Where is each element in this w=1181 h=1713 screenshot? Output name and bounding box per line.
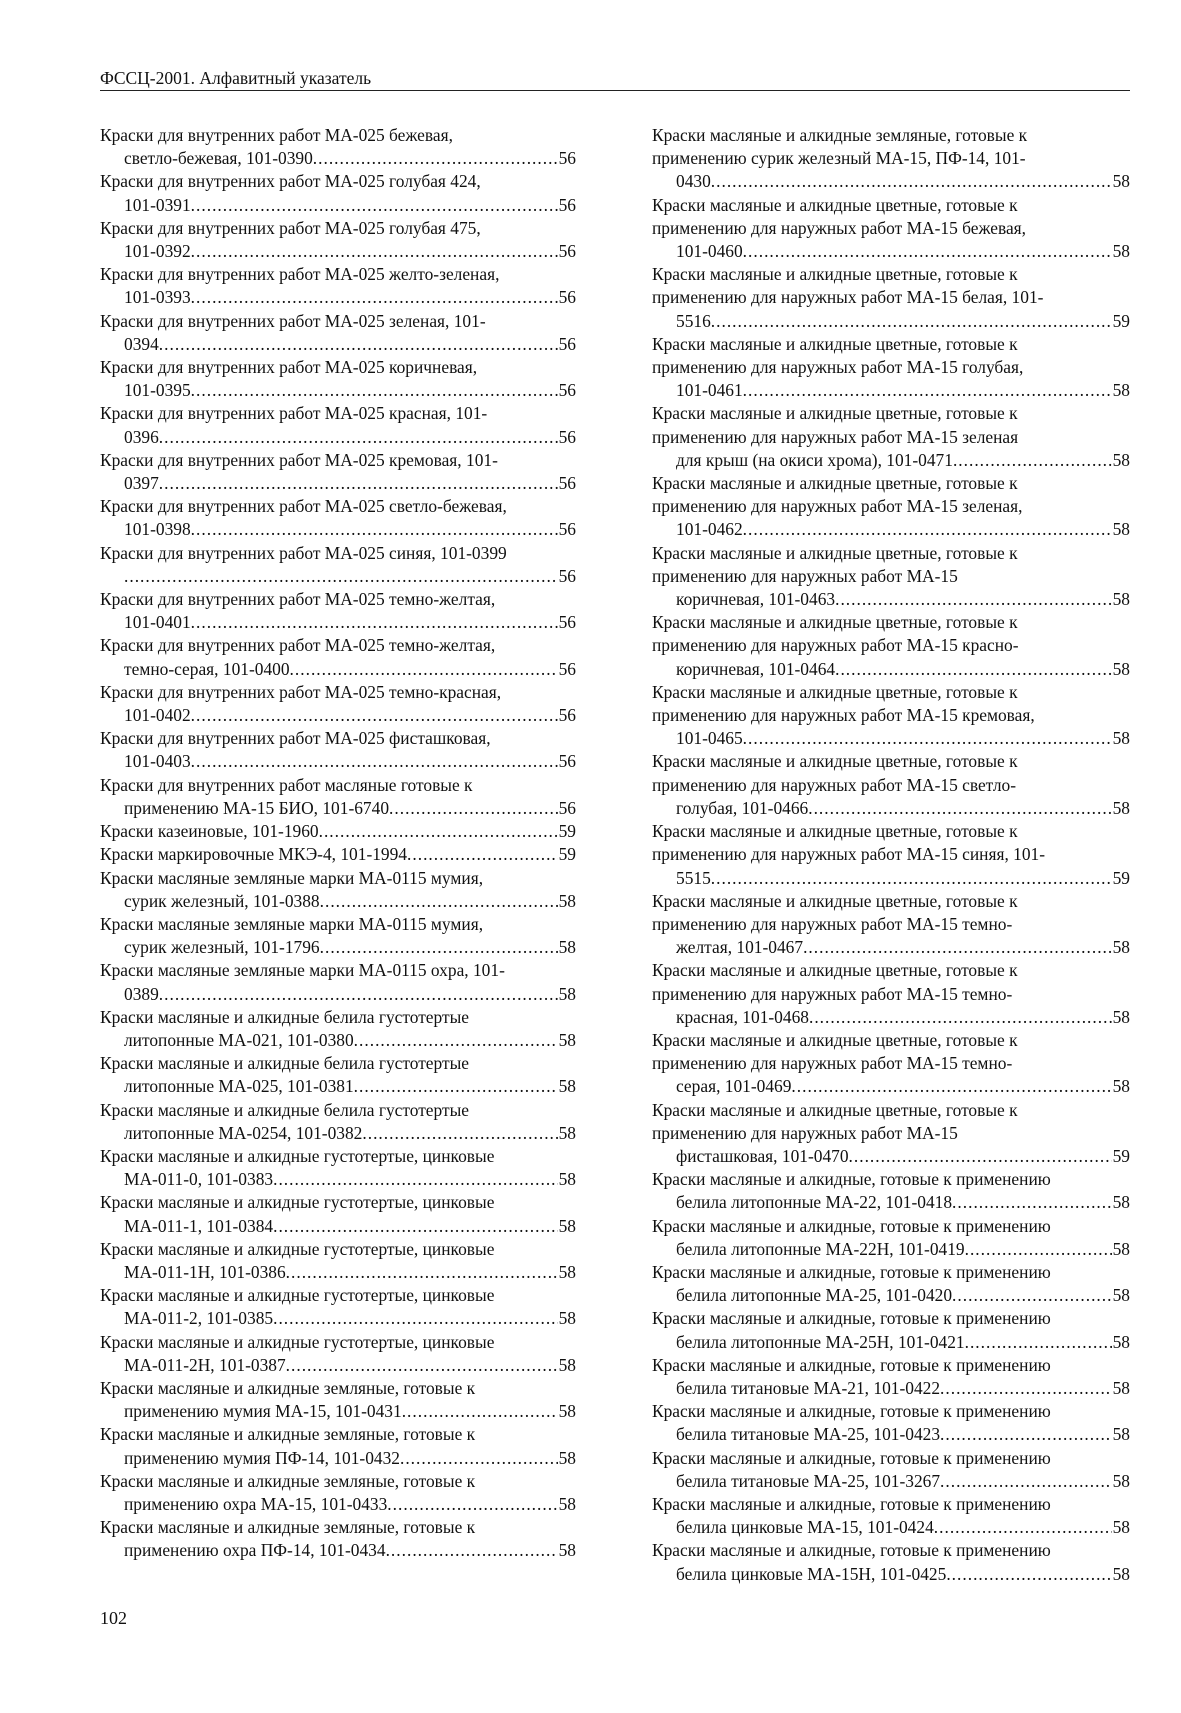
dot-leader bbox=[273, 1215, 558, 1238]
entry-line: Краски масляные земляные марки МА-0115 мумия, bbox=[100, 913, 484, 934]
entry-line: 0389 bbox=[124, 983, 159, 1004]
index-entry bbox=[100, 402, 576, 448]
entry-line: литопонные МА-0254, 101-0382 bbox=[124, 1122, 363, 1143]
index-entry bbox=[100, 727, 576, 773]
entry-line: Краски масляные и алкидные белила густотертые bbox=[100, 1006, 469, 1027]
index-entry bbox=[652, 263, 1130, 333]
index-entry bbox=[652, 333, 1130, 403]
dot-leader bbox=[319, 820, 558, 843]
entry-page-ref: 56 bbox=[558, 519, 576, 540]
entry-line: применению для наружных работ МА-15 зеленая bbox=[652, 426, 1019, 447]
dot-leader bbox=[191, 704, 558, 727]
entry-line: Краски масляные и алкидные цветные, готовые к bbox=[652, 194, 1018, 215]
index-entry bbox=[100, 449, 576, 495]
dot-leader bbox=[191, 379, 558, 402]
dot-leader bbox=[711, 867, 1112, 890]
entry-line: Краски масляные и алкидные земляные, готовые к bbox=[652, 125, 1028, 145]
entry-line: Краски масляные и алкидные цветные, готовые к bbox=[652, 333, 1018, 354]
entry-line: 101-0460 bbox=[676, 241, 743, 262]
entry-line: Краски масляные и алкидные густотертые, цинковые bbox=[100, 1238, 495, 1259]
entry-line: применению для наружных работ МА-15 бежевая, bbox=[652, 217, 1027, 238]
entry-line: 101-0398 bbox=[124, 519, 191, 540]
entry-page-ref: 56 bbox=[558, 751, 576, 772]
entry-page-ref: 58 bbox=[558, 1215, 576, 1236]
dot-leader bbox=[273, 1307, 558, 1330]
index-entry bbox=[652, 124, 1130, 194]
dot-leader bbox=[159, 333, 558, 356]
dot-leader bbox=[273, 1168, 558, 1191]
entry-line: желтая, 101-0467 bbox=[676, 937, 804, 958]
index-entry bbox=[100, 959, 576, 1005]
entry-line: Краски масляные и алкидные белила густотертые bbox=[100, 1053, 469, 1074]
index-entry bbox=[100, 263, 576, 309]
dot-leader bbox=[743, 518, 1112, 541]
entry-line: голубая, 101-0466 bbox=[676, 797, 809, 818]
index-entry bbox=[652, 681, 1130, 751]
index-entry bbox=[652, 890, 1130, 960]
entry-page-ref: 58 bbox=[1112, 380, 1130, 401]
entry-page-ref: 58 bbox=[558, 937, 576, 958]
entry-line: белила титановые МА-21, 101-0422 bbox=[676, 1377, 941, 1398]
entry-line: белила цинковые МА-15Н, 101-0425 bbox=[676, 1563, 947, 1584]
entry-line: Краски маркировочные МКЭ-4, 101-1994 bbox=[100, 844, 408, 865]
entry-line: серая, 101-0469 bbox=[676, 1076, 792, 1097]
index-entry bbox=[652, 1029, 1130, 1099]
entry-line: применению для наружных работ МА-15 голубая, bbox=[652, 357, 1024, 378]
dot-leader bbox=[191, 286, 558, 309]
dot-leader bbox=[791, 1075, 1111, 1098]
entry-line: Краски для внутренних работ МА-025 голубая 475, bbox=[100, 217, 481, 238]
index-entry bbox=[100, 124, 576, 170]
entry-line: 0396 bbox=[124, 426, 159, 447]
entry-page-ref: 58 bbox=[558, 1076, 576, 1097]
index-entry bbox=[652, 194, 1130, 264]
entry-line: Краски масляные и алкидные цветные, готовые к bbox=[652, 542, 1018, 563]
index-entry bbox=[100, 310, 576, 356]
index-entry bbox=[652, 542, 1130, 612]
dot-leader bbox=[965, 1331, 1112, 1354]
entry-page-ref: 58 bbox=[558, 1447, 576, 1468]
entry-line: Краски масляные и алкидные, готовые к применению bbox=[652, 1261, 1051, 1282]
dot-leader bbox=[835, 658, 1112, 681]
dot-leader bbox=[191, 240, 558, 263]
entry-page-ref: 58 bbox=[1112, 1285, 1130, 1306]
index-entry bbox=[100, 1238, 576, 1284]
entry-line: применению мумия ПФ-14, 101-0432 bbox=[124, 1447, 400, 1468]
entry-line: 101-0401 bbox=[124, 612, 191, 633]
dot-leader bbox=[835, 588, 1112, 611]
entry-page-ref: 58 bbox=[558, 890, 576, 911]
entry-line: для крыш (на окиси хрома), 101-0471 bbox=[676, 449, 953, 470]
dot-leader bbox=[965, 1238, 1112, 1261]
index-entry bbox=[652, 820, 1130, 890]
entry-line: применению для наружных работ МА-15 bbox=[652, 1122, 958, 1143]
entry-page-ref: 59 bbox=[1112, 867, 1130, 888]
entry-line: Краски масляные и алкидные земляные, готовые к bbox=[100, 1377, 476, 1398]
dot-leader bbox=[940, 1377, 1112, 1400]
entry-page-ref: 58 bbox=[1112, 1424, 1130, 1445]
index-entry bbox=[652, 1168, 1130, 1214]
entry-line: 5515 bbox=[676, 867, 711, 888]
index-entry bbox=[100, 634, 576, 680]
dot-leader bbox=[808, 797, 1111, 820]
entry-page-ref: 58 bbox=[1112, 1006, 1130, 1027]
entry-line: белила литопонные МА-25, 101-0420 bbox=[676, 1285, 953, 1306]
entry-line: 101-0462 bbox=[676, 519, 743, 540]
entry-line: применению для наружных работ МА-15 светло- bbox=[652, 774, 1016, 795]
entry-line: Краски масляные и алкидные цветные, готовые к bbox=[652, 612, 1018, 633]
entry-page-ref: 58 bbox=[1112, 1517, 1130, 1538]
dot-leader bbox=[354, 1029, 558, 1052]
index-column-left bbox=[100, 124, 576, 1563]
entry-page-ref: 58 bbox=[558, 1261, 576, 1282]
index-column-right bbox=[652, 124, 1130, 1586]
entry-line: белила титановые МА-25, 101-0423 bbox=[676, 1424, 941, 1445]
index-entry bbox=[100, 217, 576, 263]
entry-line: Краски для внутренних работ масляные готовые к bbox=[100, 774, 473, 795]
dot-leader bbox=[313, 147, 558, 170]
entry-page-ref: 56 bbox=[558, 148, 576, 169]
dot-leader bbox=[290, 658, 558, 681]
entry-line: Краски для внутренних работ МА-025 желто-зеленая, bbox=[100, 264, 500, 285]
entry-line: Краски масляные и алкидные цветные, готовые к bbox=[652, 751, 1018, 772]
dot-leader bbox=[743, 240, 1112, 263]
entry-line: Краски масляные и алкидные, готовые к применению bbox=[652, 1354, 1051, 1375]
index-entry bbox=[100, 1516, 576, 1562]
entry-line: Краски масляные и алкидные земляные, готовые к bbox=[100, 1424, 476, 1445]
entry-line: Краски масляные и алкидные цветные, готовые к bbox=[652, 1029, 1018, 1050]
entry-page-ref: 56 bbox=[558, 797, 576, 818]
entry-line: литопонные МА-025, 101-0381 bbox=[124, 1076, 354, 1097]
entry-line: применению для наружных работ МА-15 красно- bbox=[652, 635, 1019, 656]
index-entry bbox=[100, 542, 576, 588]
entry-page-ref: 58 bbox=[1112, 937, 1130, 958]
entry-line: белила цинковые МА-15, 101-0424 bbox=[676, 1517, 934, 1538]
index-entry bbox=[652, 472, 1130, 542]
dot-leader bbox=[191, 194, 558, 217]
dot-leader bbox=[952, 1191, 1112, 1214]
entry-page-ref: 58 bbox=[1112, 589, 1130, 610]
dot-leader bbox=[362, 1122, 557, 1145]
entry-page-ref: 59 bbox=[1112, 1145, 1130, 1166]
dot-leader bbox=[711, 170, 1112, 193]
index-entry bbox=[100, 913, 576, 959]
entry-line: Краски масляные и алкидные цветные, готовые к bbox=[652, 264, 1018, 285]
entry-line: 101-0391 bbox=[124, 194, 191, 215]
entry-line: МА-011-0, 101-0383 bbox=[124, 1169, 274, 1190]
index-entry bbox=[100, 1331, 576, 1377]
index-entry bbox=[100, 1052, 576, 1098]
entry-line: применению охра ПФ-14, 101-0434 bbox=[124, 1540, 386, 1561]
dot-leader bbox=[953, 449, 1112, 472]
dot-leader bbox=[940, 1423, 1112, 1446]
entry-line: применению для наружных работ МА-15 кремовая, bbox=[652, 705, 1035, 726]
entry-page-ref: 58 bbox=[1112, 1470, 1130, 1491]
dot-leader bbox=[711, 310, 1112, 333]
index-entry bbox=[100, 1006, 576, 1052]
index-entry bbox=[652, 611, 1130, 681]
entry-line: Краски для внутренних работ МА-025 зеленая, 101- bbox=[100, 310, 486, 331]
dot-leader bbox=[400, 1447, 558, 1470]
entry-line: коричневая, 101-0464 bbox=[676, 658, 836, 679]
entry-page-ref: 56 bbox=[558, 287, 576, 308]
entry-page-ref: 58 bbox=[1112, 1238, 1130, 1259]
entry-line: Краски масляные и алкидные цветные, готовые к bbox=[652, 960, 1018, 981]
index-entry bbox=[652, 1215, 1130, 1261]
entry-line: применению мумия МА-15, 101-0431 bbox=[124, 1401, 402, 1422]
entry-line: 101-0395 bbox=[124, 380, 191, 401]
entry-page-ref: 58 bbox=[1112, 449, 1130, 470]
index-entry bbox=[100, 774, 576, 820]
entry-line: Краски казеиновые, 101-1960 bbox=[100, 821, 319, 842]
dot-leader bbox=[952, 1284, 1112, 1307]
entry-line: Краски масляные и алкидные густотертые, цинковые bbox=[100, 1145, 495, 1166]
dot-leader bbox=[743, 379, 1112, 402]
entry-line: Краски для внутренних работ МА-025 темно-красная, bbox=[100, 681, 502, 702]
entry-line: Краски масляные земляные марки МА-0115 охра, 101- bbox=[100, 960, 505, 981]
entry-line: Краски масляные и алкидные, готовые к применению bbox=[652, 1169, 1051, 1190]
index-entry bbox=[100, 1470, 576, 1516]
dot-leader bbox=[286, 1354, 558, 1377]
entry-line: 101-0402 bbox=[124, 705, 191, 726]
entry-line: Краски масляные и алкидные, готовые к применению bbox=[652, 1493, 1051, 1514]
index-entry bbox=[100, 495, 576, 541]
entry-line: Краски масляные и алкидные цветные, готовые к bbox=[652, 681, 1018, 702]
entry-line: фисташковая, 101-0470 bbox=[676, 1145, 849, 1166]
dot-leader bbox=[159, 426, 558, 449]
index-entry bbox=[652, 1447, 1130, 1493]
entry-line: 101-0392 bbox=[124, 241, 191, 262]
entry-page-ref: 59 bbox=[558, 844, 576, 865]
entry-line: Краски масляные и алкидные цветные, готовые к bbox=[652, 1099, 1018, 1120]
entry-line: Краски для внутренних работ МА-025 темно-желтая, bbox=[100, 589, 496, 610]
index-entry bbox=[100, 588, 576, 634]
entry-line: Краски масляные и алкидные цветные, готовые к bbox=[652, 403, 1018, 424]
entry-page-ref: 58 bbox=[558, 983, 576, 1004]
entry-line: применению для наружных работ МА-15 синяя, 101- bbox=[652, 844, 1046, 865]
entry-line: применению для наружных работ МА-15 белая, 101- bbox=[652, 287, 1044, 308]
index-entry bbox=[652, 1307, 1130, 1353]
entry-page-ref: 56 bbox=[558, 380, 576, 401]
entry-page-ref: 58 bbox=[1112, 1331, 1130, 1352]
entry-page-ref: 58 bbox=[1112, 1563, 1130, 1584]
index-entry bbox=[652, 1099, 1130, 1169]
index-entry bbox=[100, 843, 576, 866]
index-entry bbox=[100, 820, 576, 843]
entry-page-ref: 56 bbox=[558, 705, 576, 726]
index-entry bbox=[652, 1400, 1130, 1446]
entry-line: применению для наружных работ МА-15 темно- bbox=[652, 913, 1013, 934]
index-entry bbox=[100, 867, 576, 913]
entry-line: применению сурик железный МА-15, ПФ-14, 101- bbox=[652, 148, 1026, 169]
index-entry bbox=[100, 1423, 576, 1469]
entry-page-ref: 58 bbox=[1112, 1377, 1130, 1398]
index-entry bbox=[652, 1261, 1130, 1307]
entry-line: белила литопонные МА-22Н, 101-0419 bbox=[676, 1238, 965, 1259]
entry-line: Краски для внутренних работ МА-025 светло-бежевая, bbox=[100, 496, 507, 517]
entry-line: Краски масляные и алкидные цветные, готовые к bbox=[652, 473, 1018, 494]
index-entry bbox=[100, 1377, 576, 1423]
index-entry bbox=[100, 356, 576, 402]
index-entry bbox=[100, 1191, 576, 1237]
dot-leader bbox=[159, 983, 558, 1006]
entry-line: Краски для внутренних работ МА-025 коричневая, bbox=[100, 357, 478, 378]
entry-line: применению для наружных работ МА-15 зеленая, bbox=[652, 496, 1023, 517]
index-entry bbox=[652, 402, 1130, 472]
entry-line: МА-011-2, 101-0385 bbox=[124, 1308, 274, 1329]
entry-line: 0394 bbox=[124, 333, 159, 354]
index-entry bbox=[652, 959, 1130, 1029]
dot-leader bbox=[934, 1516, 1112, 1539]
entry-page-ref: 58 bbox=[558, 1122, 576, 1143]
entry-line: Краски масляные и алкидные земляные, готовые к bbox=[100, 1470, 476, 1491]
entry-page-ref: 58 bbox=[558, 1354, 576, 1375]
entry-line: Краски масляные и алкидные, готовые к применению bbox=[652, 1215, 1051, 1236]
dot-leader bbox=[743, 727, 1112, 750]
entry-line: Краски масляные и алкидные густотертые, цинковые bbox=[100, 1192, 495, 1213]
entry-line: Краски масляные и алкидные земляные, готовые к bbox=[100, 1517, 476, 1538]
index-entry bbox=[652, 750, 1130, 820]
entry-line: белила титановые МА-25, 101-3267 bbox=[676, 1470, 941, 1491]
entry-page-ref: 56 bbox=[558, 241, 576, 262]
entry-line: Краски масляные и алкидные, готовые к применению bbox=[652, 1447, 1051, 1468]
entry-page-ref: 56 bbox=[558, 658, 576, 679]
entry-page-ref: 58 bbox=[558, 1401, 576, 1422]
index-entry bbox=[652, 1539, 1130, 1585]
entry-line: Краски для внутренних работ МА-025 голубая 424, bbox=[100, 171, 481, 192]
entry-page-ref: 58 bbox=[1112, 241, 1130, 262]
dot-leader bbox=[191, 611, 558, 634]
entry-page-ref: 56 bbox=[558, 565, 576, 586]
dot-leader bbox=[946, 1563, 1111, 1586]
entry-line: Краски масляные и алкидные белила густотертые bbox=[100, 1099, 469, 1120]
entry-page-ref: 58 bbox=[558, 1308, 576, 1329]
dot-leader bbox=[159, 472, 558, 495]
dot-leader bbox=[803, 936, 1112, 959]
index-entry bbox=[652, 1354, 1130, 1400]
entry-line: Краски масляные земляные марки МА-0115 мумия, bbox=[100, 867, 484, 888]
entry-page-ref: 59 bbox=[558, 821, 576, 842]
entry-line: 101-0393 bbox=[124, 287, 191, 308]
entry-line: МА-011-1Н, 101-0386 bbox=[124, 1261, 286, 1282]
index-entry bbox=[100, 1284, 576, 1330]
dot-leader bbox=[407, 843, 558, 866]
entry-line: Краски для внутренних работ МА-025 кремовая, 101- bbox=[100, 449, 498, 470]
dot-leader bbox=[191, 518, 558, 541]
entry-page-ref: 56 bbox=[558, 612, 576, 633]
dot-leader bbox=[354, 1075, 558, 1098]
entry-line: Краски для внутренних работ МА-025 темно-желтая, bbox=[100, 635, 496, 656]
entry-line: Краски для внутренних работ МА-025 фисташковая, bbox=[100, 728, 491, 749]
dot-leader bbox=[320, 936, 558, 959]
index-entry bbox=[100, 170, 576, 216]
page-header: ФССЦ-2001. Алфавитный указатель bbox=[100, 66, 1130, 91]
entry-line: светло-бежевая, 101-0390 bbox=[124, 148, 313, 169]
index-entry bbox=[100, 1145, 576, 1191]
entry-line: МА-011-1, 101-0384 bbox=[124, 1215, 274, 1236]
entry-page-ref: 58 bbox=[1112, 797, 1130, 818]
entry-line: Краски масляные и алкидные, готовые к применению bbox=[652, 1401, 1051, 1422]
entry-line: 0430 bbox=[676, 171, 711, 192]
entry-line: 5516 bbox=[676, 310, 711, 331]
entry-page-ref: 58 bbox=[558, 1493, 576, 1514]
entry-line: 101-0465 bbox=[676, 728, 743, 749]
entry-page-ref: 58 bbox=[558, 1029, 576, 1050]
dot-leader bbox=[849, 1145, 1112, 1168]
entry-line: Краски масляные и алкидные цветные, готовые к bbox=[652, 821, 1018, 842]
entry-page-ref: 58 bbox=[1112, 658, 1130, 679]
entry-line: темно-серая, 101-0400 bbox=[124, 658, 290, 679]
entry-page-ref: 56 bbox=[558, 194, 576, 215]
entry-page-ref: 58 bbox=[1112, 519, 1130, 540]
entry-line: МА-011-2Н, 101-0387 bbox=[124, 1354, 286, 1375]
entry-line: сурик железный, 101-1796 bbox=[124, 937, 320, 958]
entry-line: Краски масляные и алкидные цветные, готовые к bbox=[652, 890, 1018, 911]
entry-line: применению для наружных работ МА-15 темно- bbox=[652, 1053, 1013, 1074]
entry-line: белила литопонные МА-22, 101-0418 bbox=[676, 1192, 953, 1213]
entry-line: Краски для внутренних работ МА-025 красная, 101- bbox=[100, 403, 488, 424]
entry-page-ref: 58 bbox=[558, 1169, 576, 1190]
entry-line: Краски для внутренних работ МА-025 бежевая, bbox=[100, 125, 453, 145]
entry-page-ref: 56 bbox=[558, 426, 576, 447]
entry-page-ref: 58 bbox=[1112, 728, 1130, 749]
dot-leader bbox=[386, 1539, 558, 1562]
dot-leader bbox=[124, 565, 558, 588]
entry-line: применению для наружных работ МА-15 bbox=[652, 565, 958, 586]
dot-leader bbox=[402, 1400, 558, 1423]
page-number: 102 bbox=[100, 1608, 127, 1628]
entry-line: белила литопонные МА-25Н, 101-0421 bbox=[676, 1331, 965, 1352]
entry-line: 101-0461 bbox=[676, 380, 743, 401]
entry-page-ref: 58 bbox=[1112, 171, 1130, 192]
entry-line: 101-0403 bbox=[124, 751, 191, 772]
entry-page-ref: 58 bbox=[558, 1540, 576, 1561]
entry-line: Краски масляные и алкидные густотертые, цинковые bbox=[100, 1331, 495, 1352]
entry-line: Краски масляные и алкидные густотертые, цинковые bbox=[100, 1285, 495, 1306]
entry-line: применению охра МА-15, 101-0433 bbox=[124, 1493, 388, 1514]
index-entry bbox=[100, 681, 576, 727]
dot-leader bbox=[940, 1470, 1112, 1493]
dot-leader bbox=[389, 797, 558, 820]
entry-line: применению МА-15 БИО, 101-6740 bbox=[124, 797, 390, 818]
dot-leader bbox=[191, 750, 558, 773]
entry-line: коричневая, 101-0463 bbox=[676, 589, 836, 610]
entry-line: применению для наружных работ МА-15 темно- bbox=[652, 983, 1013, 1004]
dot-leader bbox=[286, 1261, 558, 1284]
entry-line: Краски для внутренних работ МА-025 синяя, 101-0399 bbox=[100, 542, 507, 563]
entry-page-ref: 58 bbox=[1112, 1192, 1130, 1213]
entry-line: сурик железный, 101-0388 bbox=[124, 890, 320, 911]
entry-line: Краски масляные и алкидные, готовые к применению bbox=[652, 1308, 1051, 1329]
entry-page-ref: 56 bbox=[558, 473, 576, 494]
entry-line: Краски масляные и алкидные, готовые к применению bbox=[652, 1540, 1051, 1561]
dot-leader bbox=[320, 890, 558, 913]
dot-leader bbox=[387, 1493, 557, 1516]
entry-line: 0397 bbox=[124, 473, 159, 494]
entry-page-ref: 58 bbox=[1112, 1076, 1130, 1097]
entry-line: красная, 101-0468 bbox=[676, 1006, 809, 1027]
entry-line: литопонные МА-021, 101-0380 bbox=[124, 1029, 354, 1050]
index-entry bbox=[100, 1099, 576, 1145]
index-entry bbox=[652, 1493, 1130, 1539]
entry-page-ref: 56 bbox=[558, 333, 576, 354]
entry-page-ref: 59 bbox=[1112, 310, 1130, 331]
dot-leader bbox=[809, 1006, 1112, 1029]
